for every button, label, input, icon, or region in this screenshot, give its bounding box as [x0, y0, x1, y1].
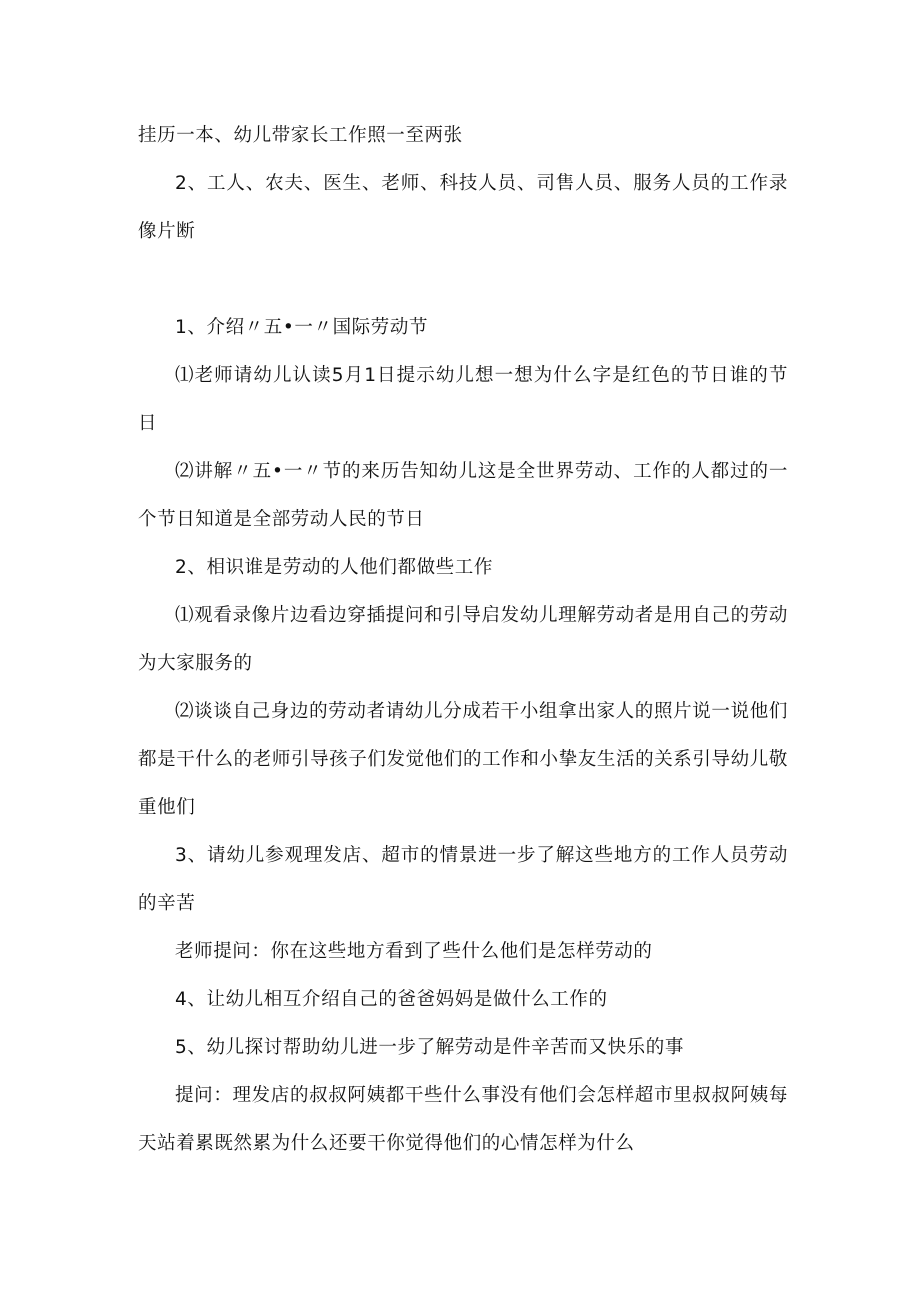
- paragraph-step-2: 2、相识谁是劳动的人他们都做些工作: [175, 557, 493, 578]
- paragraph-teacher-question: 老师提问：你在这些地方看到了些什么他们是怎样劳动的: [175, 941, 653, 962]
- paragraph-step-1-2: ⑵讲解〃五•一〃节的来历告知幼儿这是全世界劳动、工作的人都过的一个节日知道是全部劳动人民的节日: [138, 461, 788, 530]
- paragraph-step-3: 3、请幼儿参观理发店、超市的情景进一步了解这些地方的工作人员劳动的辛苦: [138, 845, 788, 914]
- paragraph-materials-video: 2、工人、农夫、医生、老师、科技人员、司售人员、服务人员的工作录像片断: [138, 173, 788, 242]
- paragraph-step-5: 5、幼儿探讨帮助幼儿进一步了解劳动是件辛苦而又快乐的事: [175, 1037, 684, 1058]
- paragraph-step-1: 1、介绍〃五•一〃国际劳动节: [175, 317, 429, 338]
- paragraph-materials-continued: 挂历一本、幼儿带家长工作照一至两张: [138, 125, 463, 146]
- paragraph-step-1-1: ⑴老师请幼儿认读5月1日提示幼儿想一想为什么字是红色的节日谁的节日: [138, 365, 788, 434]
- document-body: [138, 112, 788, 1168]
- paragraph-step-2-2: ⑵谈谈自己身边的劳动者请幼儿分成若干小组拿出家人的照片说一说他们都是干什么的老师引导孩子们发觉他们的工作和小挚友生活的关系引导幼儿敬重他们: [138, 701, 788, 818]
- paragraph-spacer: [138, 256, 788, 304]
- paragraph-step-4: 4、让幼儿相互介绍自己的爸爸妈妈是做什么工作的: [175, 989, 608, 1010]
- paragraph-step-2-1: ⑴观看录像片边看边穿插提问和引导启发幼儿理解劳动者是用自己的劳动为大家服务的: [138, 605, 788, 674]
- paragraph-question: 提问：理发店的叔叔阿姨都干些什么事没有他们会怎样超市里叔叔阿姨每天站着累既然累为什么还要干你觉得他们的心情怎样为什么: [138, 1085, 788, 1154]
